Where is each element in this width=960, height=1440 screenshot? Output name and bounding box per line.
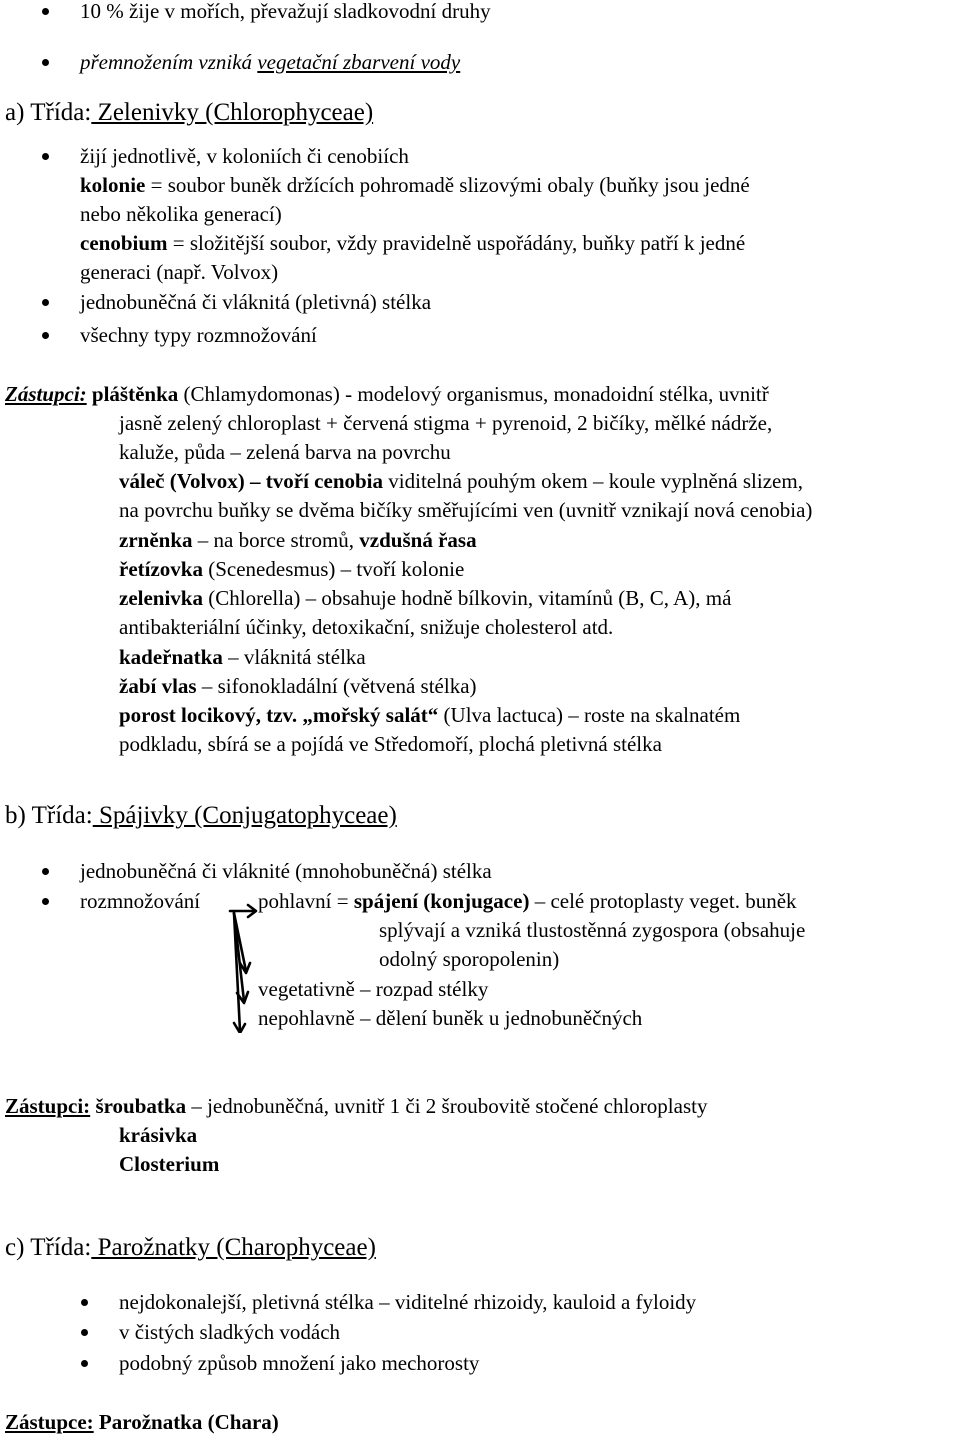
bullet-item: nejdokonalejší, pletivná stélka – viditelné rhizoidy, kauloid a fyloidy: [119, 1288, 696, 1317]
bullet-item: v čistých sladkých vodách: [119, 1318, 340, 1347]
representatives-line: Zástupci: pláštěnka (Chlamydomonas) - modelový organismus, monadoidní stélka, uvnitř: [5, 382, 769, 406]
bullet-item: [80, 48, 460, 77]
section-heading-b: b) Třída: Spájivky (Conjugatophyceae): [5, 802, 397, 829]
species-kaderatka: kadeřnatka – vláknitá stélka: [119, 645, 366, 669]
section-heading-c: c) Třída: Parožnatky (Charophyceae): [5, 1234, 376, 1261]
section-heading-a: a) Třída: Zelenivky (Chlorophyceae): [5, 99, 374, 126]
species-retizovka: řetízovka (Scenedesmus) – tvoří kolonie: [119, 557, 465, 581]
reproduction-sexual: pohlavní = spájení (konjugace) – celé protoplasty veget. buněk: [258, 889, 797, 913]
text-line: jasně zelený chloroplast + červená stigma + pyrenoid, 2 bičíky, mělké nádrže,: [119, 411, 773, 435]
bullet-item: jednobuněčná či vláknitá (pletivná) stélka: [80, 288, 431, 317]
text-line: na povrchu buňky se dvěma bičíky směřujícími ven (uvnitř vznikají nová cenobia): [119, 498, 813, 522]
text-line: generaci (např. Volvox): [80, 260, 279, 284]
text: přemnožením vzniká: [80, 50, 258, 74]
species-valec: váleč (Volvox) – tvoří cenobia viditelná pouhým okem – koule vyplněná slizem,: [119, 469, 803, 493]
text-line: splývají a vzniká tlustostěnná zygospora (obsahuje: [379, 918, 806, 942]
text: 10 % žije v mořích, převažují sladkovodní druhy: [80, 0, 491, 23]
bullet-item: žijí jednotlivě, v koloniích či cenobiích: [80, 142, 409, 171]
text-line: kaluže, půda – zelená barva na povrchu: [119, 440, 451, 464]
definition-cenobium: cenobium = složitější soubor, vždy pravidelně uspořádány, buňky patří k jedné: [80, 231, 746, 255]
species-zabi-vlas: žabí vlas – sifonokladální (větvená stélka): [119, 674, 477, 698]
species-krasivka: krásivka: [119, 1123, 198, 1147]
term: vegetační zbarvení vody: [257, 50, 461, 74]
text-line: nebo několika generací): [80, 202, 282, 226]
species-zrnenka: zrněnka – na borce stromů, vzdušná řasa: [119, 528, 477, 552]
reproduction-asexual: nepohlavně – dělení buněk u jednobuněčných: [258, 1006, 643, 1030]
definition-kolonie: kolonie = soubor buněk držících pohromadě slizovými obaly (buňky jsou jedné: [80, 173, 750, 197]
species-zelenivka: zelenivka (Chlorella) – obsahuje hodně bílkovin, vitamínů (B, C, A), má: [119, 586, 732, 610]
bullet-item: [80, 0, 491, 26]
bullet-item: všechny typy rozmnožování: [80, 321, 317, 350]
bullet-item: jednobuněčná či vláknité (mnohobuněčná) stélka: [80, 857, 492, 886]
representative-line: Zástupce: Parožnatka (Chara): [5, 1410, 279, 1434]
text-line: antibakteriální účinky, detoxikační, snižuje cholesterol atd.: [119, 615, 614, 639]
bullet-item: podobný způsob množení jako mechorosty: [119, 1349, 479, 1378]
species-porost: porost locikový, tzv. „mořský salát“ (Ulva lactuca) – roste na skalnatém: [119, 703, 741, 727]
text-line: podkladu, sbírá se a pojídá ve Středomoří, plochá pletivná stélka: [119, 732, 662, 756]
reproduction-vegetative: vegetativně – rozpad stélky: [258, 977, 489, 1001]
representatives-line: Zástupci: šroubatka – jednobuněčná, uvnitř 1 či 2 šroubovitě stočené chloroplasty: [5, 1094, 708, 1118]
species-closterium: Closterium: [119, 1152, 220, 1176]
bullet-item: rozmnožování: [80, 887, 200, 916]
text-line: odolný sporopolenin): [379, 947, 560, 971]
